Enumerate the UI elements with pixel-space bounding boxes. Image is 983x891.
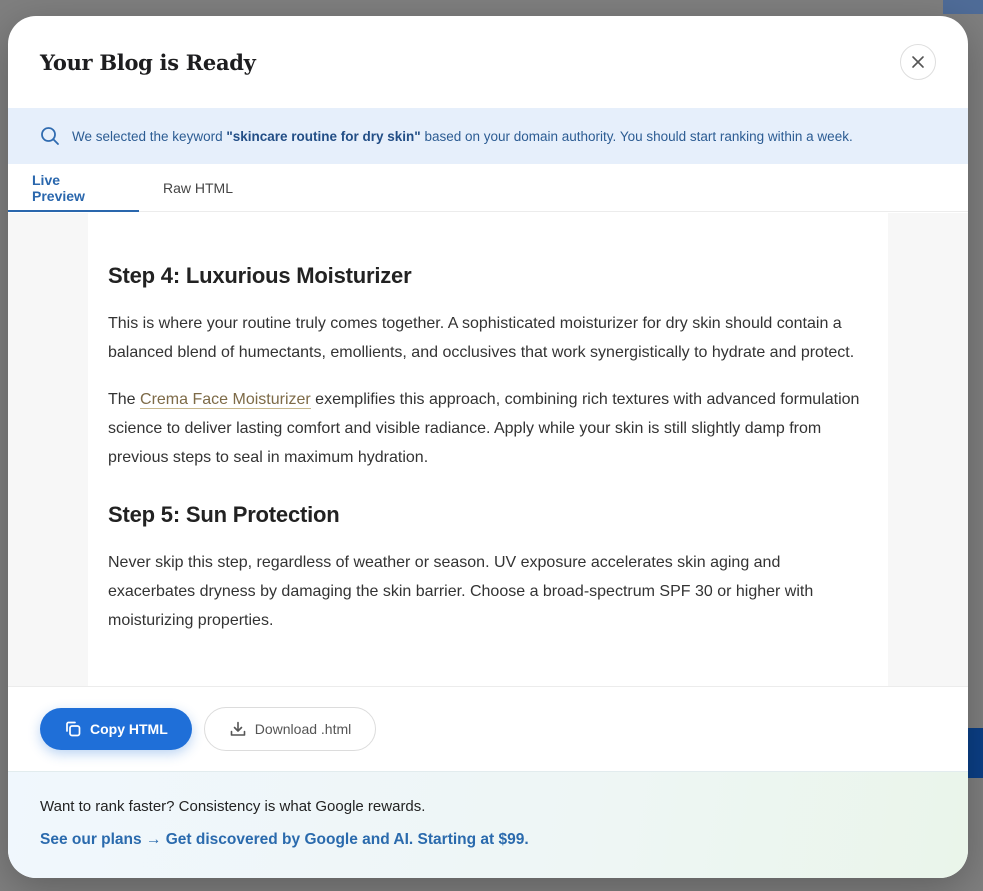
download-html-button[interactable] [204, 707, 377, 751]
paragraph: Never skip this step, regardless of weather or season. UV exposure accelerates skin aging and exacerbates dryness by damaging the skin barrier. Choose a broad-spectrum SPF 30 or higher with moisturizing properties. [108, 554, 814, 629]
live-preview-scroll-area[interactable] [8, 213, 968, 686]
selected-keyword: "skincare routine for dry skin" [226, 128, 421, 144]
section-heading: Step 5: Sun Protection [108, 502, 340, 527]
modal-title: Your Blog is Ready [40, 49, 256, 75]
article-preview [88, 213, 888, 686]
paragraph: This is where your routine truly comes together. A sophisticated moisturizer for dry skin should contain a balanced blend of humectants, emollients, and occlusives that work synergistically to hydrate and protect. [108, 315, 855, 361]
close-button[interactable] [900, 44, 936, 80]
tab-live-preview[interactable]: Live Preview [8, 164, 139, 211]
blog-ready-modal [8, 16, 968, 878]
text: The [108, 391, 141, 408]
backdrop [943, 0, 983, 14]
section-heading: Step 4: Luxurious Moisturizer [108, 263, 412, 288]
download-icon [229, 720, 247, 738]
see-plans-link[interactable]: See our plans → Get discovered by Google and AI. Starting at $99. [40, 831, 529, 848]
banner-prefix: We selected the keyword [72, 128, 227, 144]
copy-html-label: Copy HTML [90, 721, 168, 737]
product-link[interactable]: Crema Face Moisturizer [140, 391, 311, 408]
paragraph [108, 385, 868, 472]
keyword-info-banner [8, 108, 968, 164]
modal-header [8, 16, 968, 108]
preview-tabs [8, 164, 968, 212]
copy-html-button[interactable] [40, 708, 192, 750]
text: exemplifies this approach, combining rich textures with advanced formulation science to deliver lasting comfort and visible radiance. Apply while your skin is still slightly damp from previous steps to seal in maximum hydration. [108, 391, 860, 466]
upsell-banner [8, 771, 968, 878]
banner-text [72, 129, 853, 144]
search-icon [40, 126, 60, 146]
download-html-label: Download .html [254, 721, 352, 737]
banner-suffix: based on your domain authority. You should start ranking within a week. [420, 128, 853, 144]
upsell-text: Want to rank faster? Consistency is what Google rewards. [40, 798, 426, 815]
action-bar [8, 686, 968, 771]
backdrop [967, 728, 983, 778]
copy-icon [64, 720, 82, 738]
close-icon [911, 55, 925, 69]
tab-raw-html[interactable]: Raw HTML [163, 179, 234, 196]
